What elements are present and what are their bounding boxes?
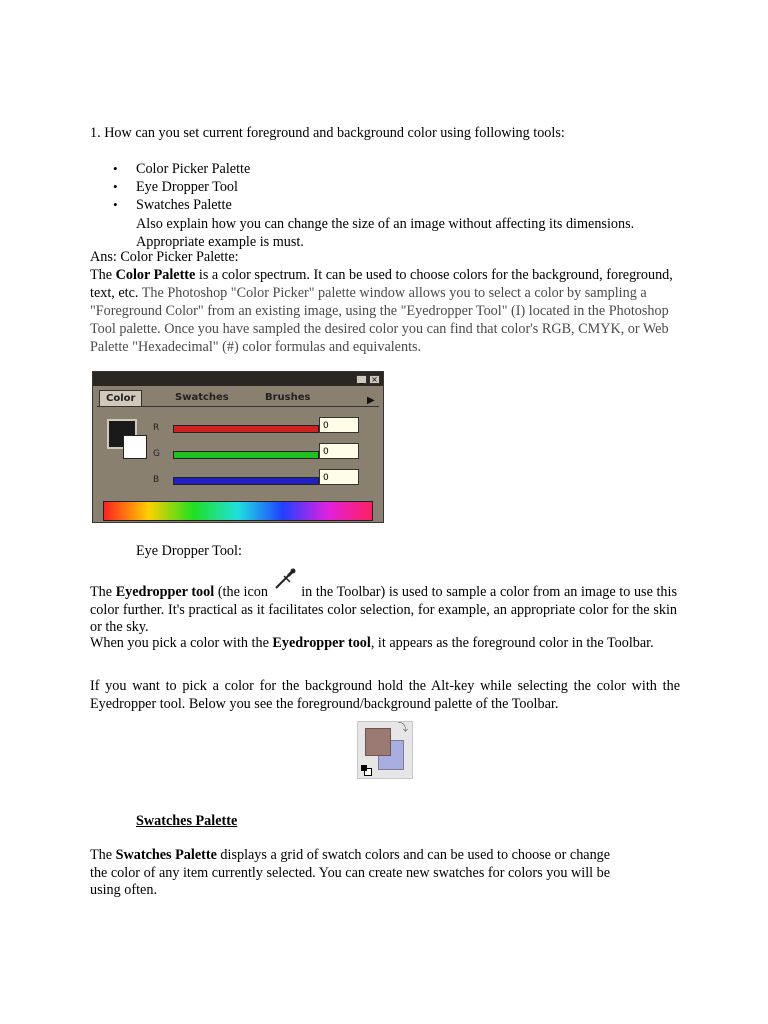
- tab-swatches: Swatches: [175, 392, 229, 403]
- eyedropper-paragraph: [90, 576, 677, 637]
- text-span: displays a grid of swatch colors and can be used to choose or change the color of any item currently selected. You can create new swatches for colors you will be using often.: [90, 847, 611, 898]
- color-palette-image: [92, 371, 384, 523]
- text-span: , it appears as the foreground color in the Toolbar.: [370, 635, 654, 651]
- text-span: (the icon: [214, 584, 272, 600]
- foreground-color-swatch: [365, 728, 391, 756]
- list-item: • Swatches Palette: [113, 196, 250, 214]
- channel-label: G: [153, 449, 160, 459]
- swatches-paragraph: [90, 847, 630, 900]
- blue-value: 0: [319, 469, 359, 485]
- sub-question: Also explain how you can change the size of an image without affecting its dimensions. Appropriate example is must.: [136, 216, 635, 250]
- text-span: The: [90, 584, 116, 600]
- channel-label: B: [153, 475, 160, 485]
- text-span: in the Toolbar) is used to sample a color from an image to use this color further. It's practical as it facilitates color selection, for example, an appropriate color for the skin or the sky.: [90, 584, 677, 635]
- foreground-background-widget: [357, 721, 413, 779]
- red-slider: [173, 425, 319, 433]
- bold-term: Eyedropper tool: [272, 635, 371, 651]
- green-slider: [173, 451, 319, 459]
- color-palette-paragraph: [90, 266, 690, 356]
- text-span: When you pick a color with the: [90, 635, 273, 651]
- palette-titlebar: [93, 372, 383, 386]
- background-pick-paragraph: If you want to pick a color for the background hold the Alt-key while selecting the color with the Eyedropper tool. Below you see the foreground/background palette of the Toolbar.: [90, 678, 680, 712]
- red-value: 0: [319, 417, 359, 433]
- bold-term: Eyedropper tool: [115, 584, 215, 600]
- tab-color: Color: [99, 390, 142, 406]
- eye-dropper-heading: Eye Dropper Tool:: [136, 543, 242, 559]
- bold-term: Swatches Palette: [115, 847, 217, 863]
- palette-body: [97, 406, 379, 517]
- default-colors-icon: [361, 765, 371, 775]
- blue-slider: [173, 477, 319, 485]
- minimize-icon: _: [356, 375, 367, 384]
- list-item: • Eye Dropper Tool: [113, 178, 250, 196]
- blue-channel: [153, 473, 383, 487]
- color-spectrum-bar: [103, 501, 373, 521]
- green-channel: [153, 447, 383, 461]
- pick-color-paragraph: [90, 635, 677, 653]
- swatches-heading: Swatches Palette: [136, 813, 238, 829]
- answer-heading: Ans: Color Picker Palette:: [90, 249, 239, 265]
- green-value: 0: [319, 443, 359, 459]
- close-icon: ×: [369, 375, 380, 384]
- text-span: The Photoshop "Color Picker" palette window allows you to select a color by sampling a "Foreground Color" from an existing image, using the "Eyedropper Tool" (I) located in the Photoshop Tool palette. Once you have sampled the desired color you can find that color's RGB, CMYK, or Web Palette "Hexadecimal" (#) color formulas and equivalents.: [90, 285, 669, 355]
- background-swatch: [123, 435, 147, 459]
- palette-menu-icon: ▶: [367, 395, 375, 406]
- red-channel: [153, 421, 383, 435]
- tab-brushes: Brushes: [265, 392, 311, 403]
- channel-label: R: [153, 423, 160, 433]
- list-item: • Color Picker Palette: [113, 160, 250, 178]
- text-span: The: [90, 267, 116, 283]
- tool-list: [113, 160, 250, 214]
- swap-colors-icon: ⤵: [398, 723, 408, 734]
- text-span: is a color spectrum. It can be used to choose colors for the background, foreground, text, etc.: [90, 267, 673, 301]
- question-text: 1. How can you set current foreground and background color using following tools:: [90, 125, 565, 141]
- bold-term: Color Palette: [115, 267, 196, 283]
- palette-tabs: [99, 390, 377, 406]
- eyedropper-icon: [272, 576, 298, 592]
- text-span: The: [90, 847, 116, 863]
